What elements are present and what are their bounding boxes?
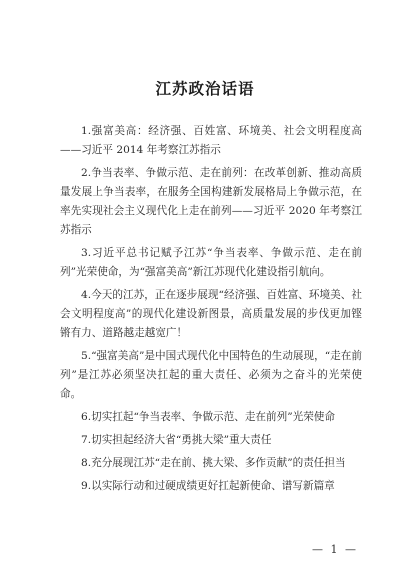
- list-item: 6.切实扛起“争当表率、争做示范、走在前列”光荣使命: [81, 411, 335, 423]
- list-item: 4.今天的江苏，正在逐步展现“经济强、百姓富、环境美、社会文明程度高”的现代化建设新图景，高质量发展的步伐更加铿锵有力、道路越走越宽广！: [60, 289, 362, 339]
- list-item: 5.“强富美高”是中国式现代化中国特色的生动展现，“走在前列”是江苏必须坚决扛起的重大责任、必须为之奋斗的光荣使命。: [60, 350, 362, 400]
- list-item: 8.充分展现江苏“走在前、挑大梁、多作贡献”的责任担当: [81, 457, 346, 469]
- list-item: 3.习近平总书记赋予江苏“争当表率、争做示范、走在前列”光荣使命，为“强富美高”新江苏现代化建设指引航向。: [60, 247, 362, 278]
- list-item: 7.切实担起经济大省“勇挑大梁”重大责任: [81, 434, 272, 446]
- item-list: [60, 122, 362, 500]
- list-item: 1.强富美高：经济强、百姓富、环境美、社会文明程度高——习近平 2014 年考察江苏指示: [60, 125, 362, 156]
- document-title: 江苏政治话语: [155, 80, 255, 98]
- list-item: 9.以实际行动和过硬成绩更好扛起新使命、谱写新篇章: [81, 480, 335, 492]
- list-item: 2.争当表率、争做示范、走在前列：在改革创新、推动高质量发展上争当表率，在服务全国构建新发展格局上争做示范，在率先实现社会主义现代化上走在前列——习近平 2020 年考察江苏指示: [60, 167, 362, 236]
- page-number: — 1 —: [312, 543, 358, 556]
